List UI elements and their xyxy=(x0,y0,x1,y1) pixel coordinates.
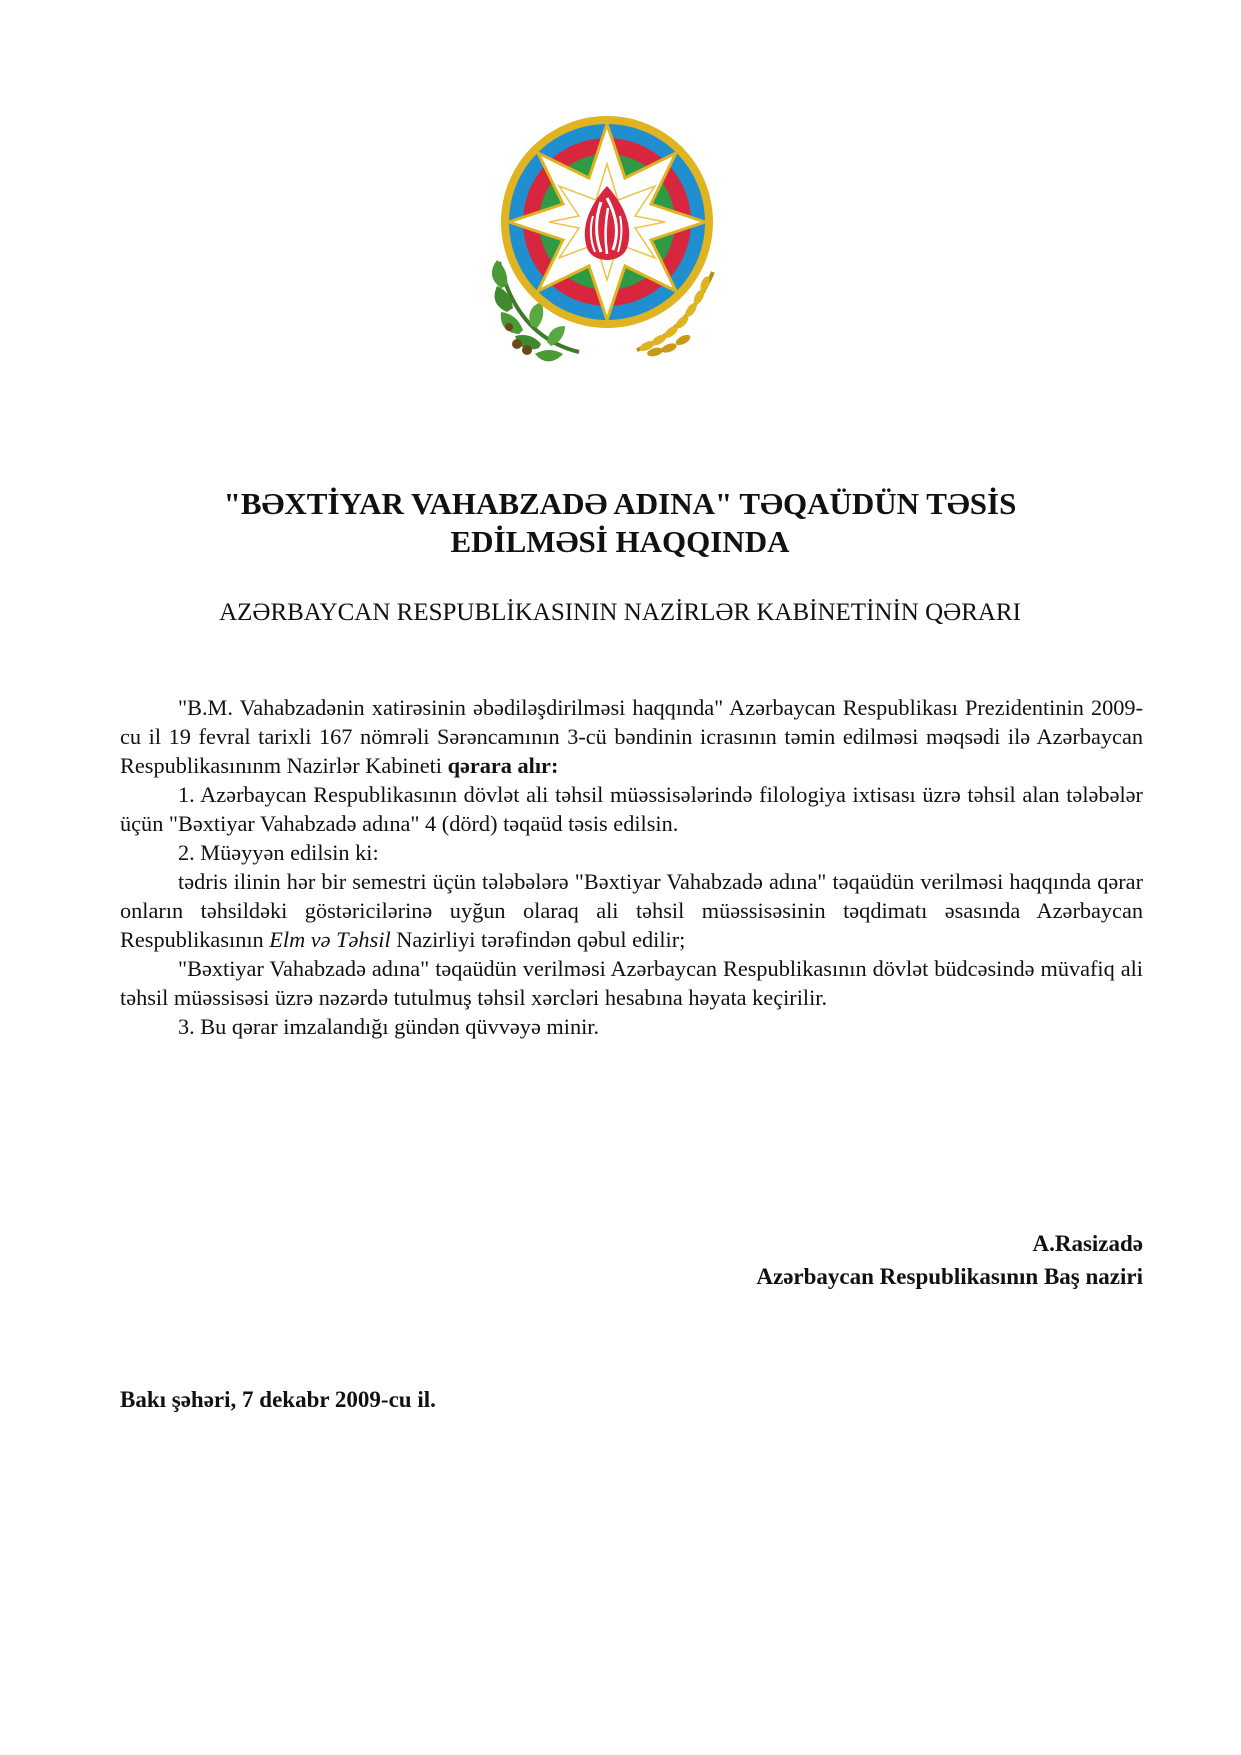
item-2b-paragraph: "Bəxtiyar Vahabzadə adına" təqaüdün verilməsi Azərbaycan Respublikasının dövlət büdcəsində müvafiq ali təhsil müəssisəsi üzrə nəzərdə tutulmuş təhsil xərcləri hesabına həyata keçirilir. xyxy=(120,956,1143,1010)
signatory-name: A.Rasizadə xyxy=(1032,1231,1143,1256)
signatory-title: Azərbaycan Respublikasının Baş naziri xyxy=(756,1264,1143,1289)
document-subtitle: AZƏRBAYCAN RESPUBLİKASININ NAZİRLƏR KABİNETİNİN QƏRARI xyxy=(219,599,1021,626)
signature-block xyxy=(756,1227,1143,1293)
item-2a-text-after: Nazirliyi tərəfindən qəbul edilir; xyxy=(390,927,686,952)
item-1-paragraph: 1. Azərbaycan Respublikasının dövlət ali təhsil müəssisələrində filologiya ixtisası üzrə təhsil alan tələbələr üçün "Bəxtiyar Vahabzadə adına" 4 (dörd) təqaüd təsis edilsin. xyxy=(120,782,1143,836)
preamble-paragraph xyxy=(120,693,1143,780)
document-title xyxy=(120,485,1120,561)
item-2a-italic-text: Elm və Təhsil xyxy=(269,927,391,952)
item-2a-paragraph xyxy=(120,867,1143,954)
title-line-2: EDİLMƏSİ HAQQINDA xyxy=(450,524,790,559)
preamble-text: "B.M. Vahabzadənin xatirəsinin əbədiləşdirilməsi haqqında" Azərbaycan Respublikası Prezidentinin 2009-cu il 19 fevral tarixli 167 nömrəli Sərəncamının 3-cü bəndinin icrasının təmin edilməsi məqsədi ilə Azərbaycan Respublikasınınm Nazirlər Kabineti xyxy=(120,695,1143,778)
state-emblem xyxy=(487,112,727,380)
title-line-1: "BƏXTİYAR VAHABZADƏ ADINA" TƏQAÜDÜN TƏSİS xyxy=(223,486,1017,521)
preamble-bold-text: qərara alır: xyxy=(447,753,559,778)
item-3-paragraph: 3. Bu qərar imzalandığı gündən qüvvəyə minir. xyxy=(178,1014,600,1039)
place-date: Bakı şəhəri, 7 dekabr 2009-cu il. xyxy=(120,1387,436,1412)
document-body xyxy=(120,693,1143,1041)
azerbaijan-state-emblem-icon xyxy=(487,112,727,380)
item-2a-text-before: tədris ilinin hər bir semestri üçün tələbələrə "Bəxtiyar Vahabzadə adına" təqaüdün verilməsi haqqında qərar onların təhsildəki göstəricilərinə uyğun olaraq ali təhsil müəssisəsinin təqdimatı əsasında Azərbaycan Respublikasının xyxy=(120,869,1143,952)
item-2-paragraph: 2. Müəyyən edilsin ki: xyxy=(178,840,379,865)
